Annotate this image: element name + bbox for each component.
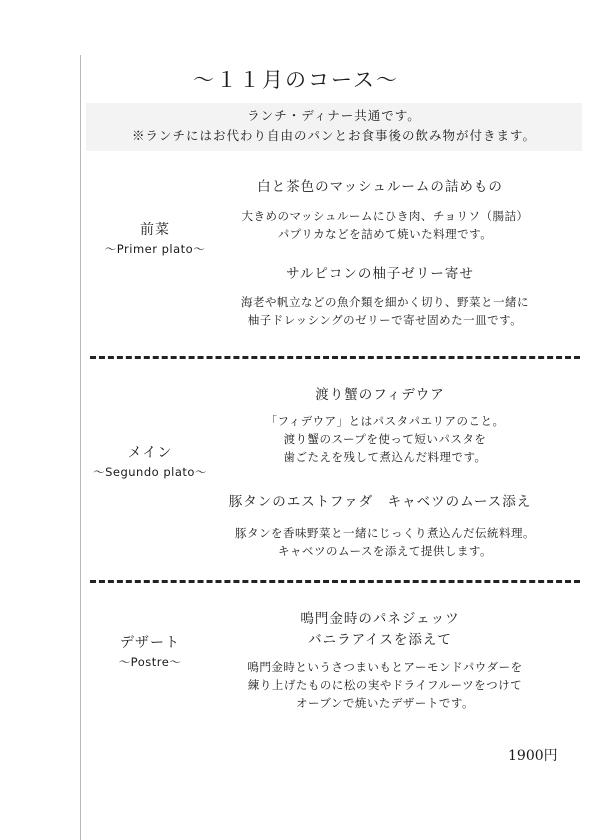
- dish-description: [200, 293, 570, 329]
- section-label-main: [90, 442, 210, 480]
- section-label-jp: 前菜: [140, 222, 170, 238]
- page-margin-line: [80, 55, 81, 840]
- section-label-appetizer: [100, 219, 210, 257]
- course-price: 1900円: [508, 748, 558, 764]
- dish-description-line: 練り上げたものに松の実やドライフルーツをつけて: [247, 678, 523, 692]
- dish-name: サルピコンの柚子ゼリー寄せ: [286, 266, 474, 282]
- dish-description-line: キャベツのムースを添えて提供します。: [278, 544, 492, 558]
- dish-description-line: 海老や帆立などの魚介類を細かく切り、野菜と一緒に: [241, 295, 529, 309]
- notice-box: [86, 103, 582, 151]
- section-label-jp: デザート: [120, 635, 180, 651]
- dish-name: 白と茶色のマッシュルームの詰めもの: [257, 179, 503, 195]
- menu-title: ～１１月のコース～: [193, 68, 399, 92]
- dish-name: [190, 609, 570, 651]
- section-divider: [90, 580, 580, 583]
- dish-description-line: 「フィデウア」とはパスタパエリアのこと。: [265, 414, 505, 428]
- dish-description-line: 大きめのマッシュルームにひき肉、チョリソ（腸詰）: [241, 209, 529, 223]
- dish-description-line: 渡り蟹のスープを使って短いパスタを: [283, 432, 487, 446]
- section-label-it: ～Primer plato～: [104, 242, 206, 256]
- notice-line: ランチ・ディナー共通です。: [247, 108, 421, 123]
- dish-description-line: 鳴門金時というさつまいもとアーモンドパウダーを: [247, 660, 523, 674]
- dish-name-line: バニラアイスを添えて: [308, 632, 452, 648]
- dish-name-line: 鳴門金時のパネジェッツ: [300, 611, 460, 627]
- dish-description: [200, 412, 570, 466]
- dish-description-line: 歯ごたえを残して煮込んだ料理です。: [283, 450, 487, 464]
- section-divider: [90, 356, 580, 359]
- dish-description: [200, 524, 570, 560]
- section-label-it: ～Postre～: [118, 655, 182, 669]
- dish-name: 豚タンのエストファダ キャベツのムース添え: [228, 494, 532, 510]
- dish-description: [200, 658, 570, 712]
- dish-description-line: パプリカなどを詰めて焼いた料理です。: [277, 227, 493, 241]
- dish-description: [200, 207, 570, 243]
- dish-description-line: オーブンで焼いたデザートです。: [295, 696, 475, 710]
- notice-line: ※ランチにはお代わり自由のパンとお食事後の飲み物が付きます。: [131, 128, 536, 143]
- section-label-jp: メイン: [127, 445, 173, 461]
- section-label-dessert: [95, 632, 205, 670]
- dish-description-line: 豚タンを香味野菜と一緒にじっくり煮込んだ伝統料理。: [235, 526, 535, 540]
- dish-description-line: 柚子ドレッシングのゼリーで寄せ固めた一皿です。: [247, 313, 523, 327]
- section-label-it: ～Segundo plato～: [93, 465, 207, 479]
- dish-name: 渡り蟹のフィデウア: [315, 387, 445, 403]
